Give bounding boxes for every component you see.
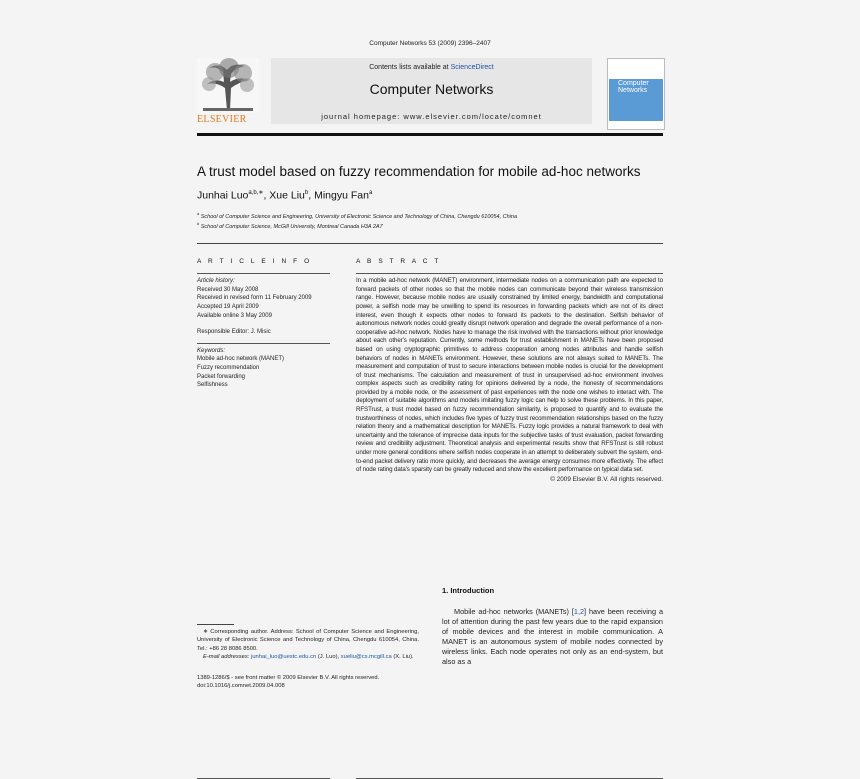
introduction-text: Mobile ad-hoc networks (MANETs) [1,2] have been receiving a lot of attention during the past few years due to the rapid expansion of mobile devices and the interest in mobile communication. A MANET is an autonomous system of mobile nodes connected by wireless links. Each node operates not only as an end-system, but also as a	[442, 607, 663, 666]
sciencedirect-link[interactable]: ScienceDirect	[450, 64, 494, 71]
paper-page	[197, 40, 663, 483]
author-marks: b	[304, 190, 309, 196]
journal-banner	[271, 58, 592, 124]
author-name: Junhai Luo	[197, 189, 249, 202]
publisher-name: ELSEVIER	[197, 114, 247, 125]
author-marks: a,b,∗	[248, 190, 264, 196]
abstract-text: In a mobile ad-hoc network (MANET) environment, intermediate nodes on a communication path are expected to forward packets of other nodes so that the mobile nodes can communicate beyond their wireless transmission range. However, because mobile nodes are usually constrained by limited energy, bandwidth and computational power, a selfish node may be unwilling to spend its resources in forwarding packets which are not of its direct interest, even though it expects other nodes to forward its packets to the destination. Selfish behavior of autonomous network nodes could greatly disrupt network operation and degrade the overall performance of a non-cooperative ad-hoc network. Nodes have to manage the risk involved with the transactions without prior knowledge about each other's reputation. Currently, some methods for trust establishment in MANETs have been proposed based on using cryptographic primitives to address cooperation among nodes attributes and handle selfish behaviors of nodes in MANETs environment. However, these solutions are not always suited to MANETs. The measurement and computation of trust to secure interactions between mobile nodes is crucial for the development of trust mechanisms. The calculation and measurement of trust in unsupervised ad-hoc environment involves complex aspects such as credibility rating for opinions delivered by a node, the honesty of recommendations provided by a mobile node, or the assessment of past experiences with the node one wishes to interact with. The deployment of suitable algorithms and models imitating fuzzy logic can help to solve these problems. In this paper, RFSTrust, a trust model based on fuzzy recommendation similarity, is proposed to quantify and to evaluate the trustworthiness of nodes, which includes five types of fuzzy trust recommendation relationships based on the fuzzy relation theory and a mathematical description for MANETs. Fuzzy logic provides a natural framework to deal with uncertainty and the tolerance of imprecise data inputs for the subjective tasks of trust evaluation, packet forwarding review and credibility adjustment. Theoretical analysis and experimental results show that RFSTrust is still robust under more general conditions where selfish nodes cooperate in an attempt to deliberately subvert the system, end-to-end packet delivery ratio more quickly, and decreases the average energy consumes more effectively. The effect of node rating data's sparsity can be greatly reduced and show the excellent performance on typical data set.	[356, 277, 663, 474]
issn-line: 1389-1286/$ - see front matter © 2009 Elsevier B.V. All rights reserved.	[197, 674, 380, 681]
responsible-editor: Responsible Editor: J. Misic	[197, 329, 271, 336]
history-item: Received 30 May 2008	[197, 286, 259, 293]
keywords-rule	[197, 343, 330, 344]
keyword-item: Selfishness	[197, 382, 228, 389]
affiliation-item: $^b$ School of Computer Science, McGill University, Montreal Canada H3A 2A7	[197, 221, 383, 231]
copyright-notice: © 2009 Elsevier B.V. All rights reserved.	[550, 475, 663, 483]
email-link[interactable]: junhai_luo@uestc.edu.cn	[251, 654, 317, 661]
email-link[interactable]: xueliu@cs.mcgill.ca	[340, 654, 392, 661]
journal-cover-thumbnail	[607, 58, 665, 130]
article-history: Article history: Received 30 May 2008 Received in revised form 11 February 2009 Accepted 19 April 2009 Available online 3 May 2009	[197, 277, 330, 320]
article-info-heading: A R T I C L E I N F O	[197, 258, 312, 266]
cover-title: Computer Networks	[618, 80, 649, 94]
email-note: E-mail addresses: junhai_luo@uestc.edu.cn (J. Luo), xueliu@cs.mcgill.ca (X. Liu).	[203, 654, 414, 661]
footnotes	[197, 624, 419, 690]
abstract-heading: A B S T R A C T	[356, 258, 441, 266]
history-item: Accepted 19 April 2009	[197, 303, 259, 310]
affiliations	[197, 210, 663, 232]
journal-title: Computer Networks	[369, 81, 494, 97]
author-name: Mingyu Fan	[314, 189, 369, 202]
introduction-heading: 1. Introduction	[442, 586, 495, 595]
article-info-rule	[197, 273, 330, 274]
abstract-rule	[356, 273, 663, 274]
affiliation-item: $^a$ School of Computer Science and Engineering, University of Electronic Science and Technology of China, Chengdu 610054, China	[197, 210, 518, 220]
keyword-item: Fuzzy recommendation	[197, 364, 260, 371]
contents-availability	[271, 64, 592, 71]
author-marks: a	[368, 190, 373, 196]
article-info-column	[197, 258, 330, 390]
contents-prefix: Contents lists available at	[369, 64, 451, 71]
introduction-section	[442, 586, 663, 667]
citation-link[interactable]: 1,2	[573, 607, 585, 616]
keyword-item: Packet forwarding	[197, 373, 246, 380]
article-title: A trust model based on fuzzy recommendation for mobile ad-hoc networks	[197, 164, 641, 179]
footnote-rule	[197, 624, 234, 625]
keywords: Keywords: Mobile ad-hoc network (MANET) Fuzzy recommendation Packet forwarding Selfishness	[197, 347, 330, 390]
header-divider	[197, 243, 663, 244]
doi-line[interactable]: doi:10.1016/j.comnet.2009.04.008	[197, 683, 285, 690]
journal-homepage[interactable]: journal homepage: www.elsevier.com/locate/comnet	[321, 112, 542, 121]
abstract-column	[356, 258, 663, 483]
author-list: Junhai Luo$^{a,b,∗}$, Xue Liu$^b$, Mingyu Fan$^a$	[197, 189, 373, 202]
author-name: Xue Liu	[269, 189, 305, 202]
corresponding-author-note: ∗ Corresponding author. Address: School of Computer Science and Engineering, University of Electronic Science and Technology of China, Chengdu 610054, China. Tel.: +86 28 8086 8500.	[197, 629, 419, 652]
keyword-item: Mobile ad-hoc network (MANET)	[197, 356, 285, 363]
history-item: Received in revised form 11 February 2009	[197, 295, 312, 302]
masthead	[197, 58, 663, 134]
history-item: Available online 3 May 2009	[197, 312, 272, 319]
journal-reference: Computer Networks 53 (2009) 2396–2407	[369, 40, 491, 47]
